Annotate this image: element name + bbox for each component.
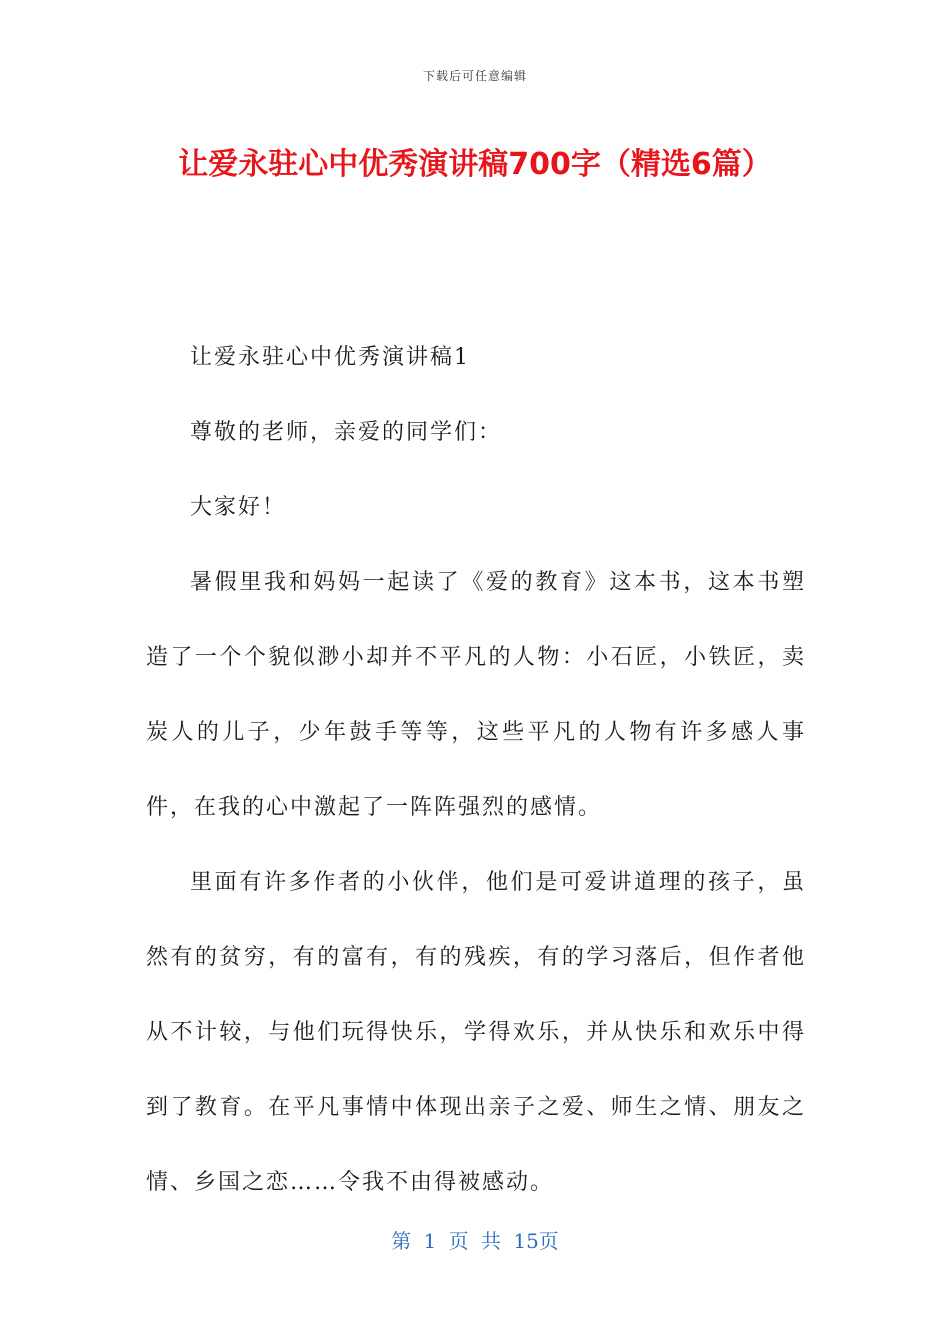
page-number: 第 1 页 共 15页 [391, 1229, 559, 1253]
document-title: 让爱永驻心中优秀演讲稿700字（精选6篇） [178, 147, 772, 182]
header-note: 下载后可任意编辑 [422, 69, 527, 83]
salutation: 尊敬的老师，亲爱的同学们： [190, 420, 503, 445]
section-heading: 让爱永驻心中优秀演讲稿1 [190, 345, 470, 370]
body-paragraph: 里面有许多作者的小伙伴，他们是可爱讲道理的孩子，虽然有的贫穷，有的富有，有的残疾，有的学习落后，但作者他从不计较，与他们玩得快乐，学得欢乐，并从快乐和欢乐中得到了教育。在平凡事情中体现出亲子之爱、师生之情、朋友之情、乡国之恋……令我不由得被感动。 [146, 870, 806, 1195]
body-paragraph: 暑假里我和妈妈一起读了《爱的教育》这本书，这本书塑造了一个个貌似渺小却并不平凡的人物：小石匠，小铁匠，卖炭人的儿子，少年鼓手等等，这些平凡的人物有许多感人事件，在我的心中激起了一阵阵强烈的感情。 [146, 570, 806, 820]
greeting: 大家好！ [190, 495, 287, 520]
document-body [146, 320, 806, 1220]
